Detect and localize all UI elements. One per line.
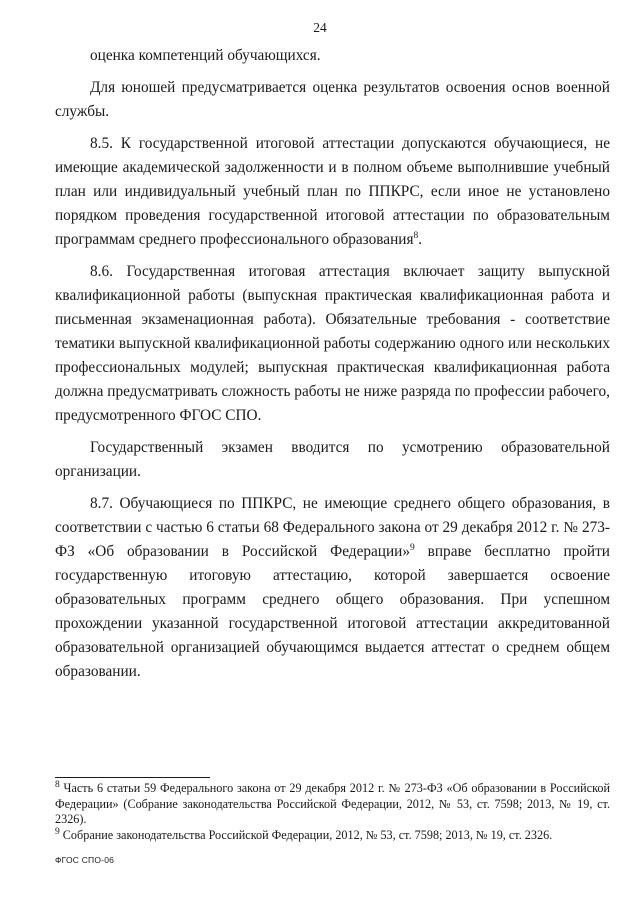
paragraph-8-5 bbox=[55, 132, 610, 252]
footnote-ref-9: 9 bbox=[410, 542, 415, 553]
footnote-ref-8: 8 bbox=[413, 230, 419, 241]
footnote-mark-8: 8 bbox=[55, 779, 60, 790]
footnote-9 bbox=[55, 828, 610, 844]
paragraph-8-7-text-b: вправе бесплатно пройти государственную итоговую аттестацию, которой завершается освоение образовательных программ среднего общего образования. При успешном прохождении указанной государственной итоговой аттестации аккредитованной образовательной организацией обучающимся выдается аттестат о среднем общем образовании. bbox=[55, 543, 610, 680]
page-number: 24 bbox=[313, 20, 327, 35]
paragraph-8-7 bbox=[55, 492, 610, 684]
footer-document-code: ФГОС СПО-06 bbox=[55, 855, 115, 865]
paragraph-military-service: Для юношей предусматривается оценка результатов освоения основ военной службы. bbox=[55, 79, 610, 120]
footnote-8 bbox=[55, 781, 610, 828]
footnote-mark-9: 9 bbox=[55, 826, 60, 837]
footnote-separator bbox=[55, 777, 210, 778]
paragraph-8-5-text: 8.5. К государственной итоговой аттестации допускаются обучающиеся, не имеющие академической задолженности и в полном объеме выполнившие учебный план или индивидуальный учебный план по ППКРС, если иное не установлено порядком проведения государственной итоговой аттестации по образовательным программам среднего профессионального образования bbox=[55, 135, 610, 248]
paragraph-8-5-end: . bbox=[418, 231, 423, 248]
document-body bbox=[55, 44, 610, 692]
footnote-8-text: Часть 6 статьи 59 Федерального закона от 29 декабря 2012 г. № 273-ФЗ «Об образовании в Российской Федерации» (Собрание законодательства Российской Федерации, 2012, № 53, ст. 7598; 2013, № 19, ст. 2326). bbox=[55, 781, 610, 826]
paragraph-continuation: оценка компетенций обучающихся. bbox=[90, 47, 321, 64]
paragraph-8-6: 8.6. Государственная итоговая аттестация включает защиту выпускной квалификационной работы (выпускная практическая квалификационная работа и письменная экзаменационная работа). Обязательные требования - соответствие тематики выпускной квалификационной работы содержанию одного или нескольких профессиональных модулей; выпускная практическая квалификационная работа должна предусматривать сложность работы не ниже разряда по профессии рабочего, предусмотренного ФГОС СПО. bbox=[55, 263, 610, 424]
footnotes bbox=[55, 781, 610, 843]
paragraph-state-exam: Государственный экзамен вводится по усмотрению образовательной организации. bbox=[55, 439, 610, 480]
footnote-9-text: Собрание законодательства Российской Федерации, 2012, № 53, ст. 7598; 2013, № 19, ст. 2326. bbox=[59, 827, 553, 842]
paragraph-8-7-text-a: 8.7. Обучающиеся по ППКРС, не имеющие среднего общего образования, в соответствии с частью 6 статьи 68 Федерального закона от 29 декабря 2012 г. № 273-ФЗ «Об образовании в Российской Федерации» bbox=[55, 495, 610, 560]
